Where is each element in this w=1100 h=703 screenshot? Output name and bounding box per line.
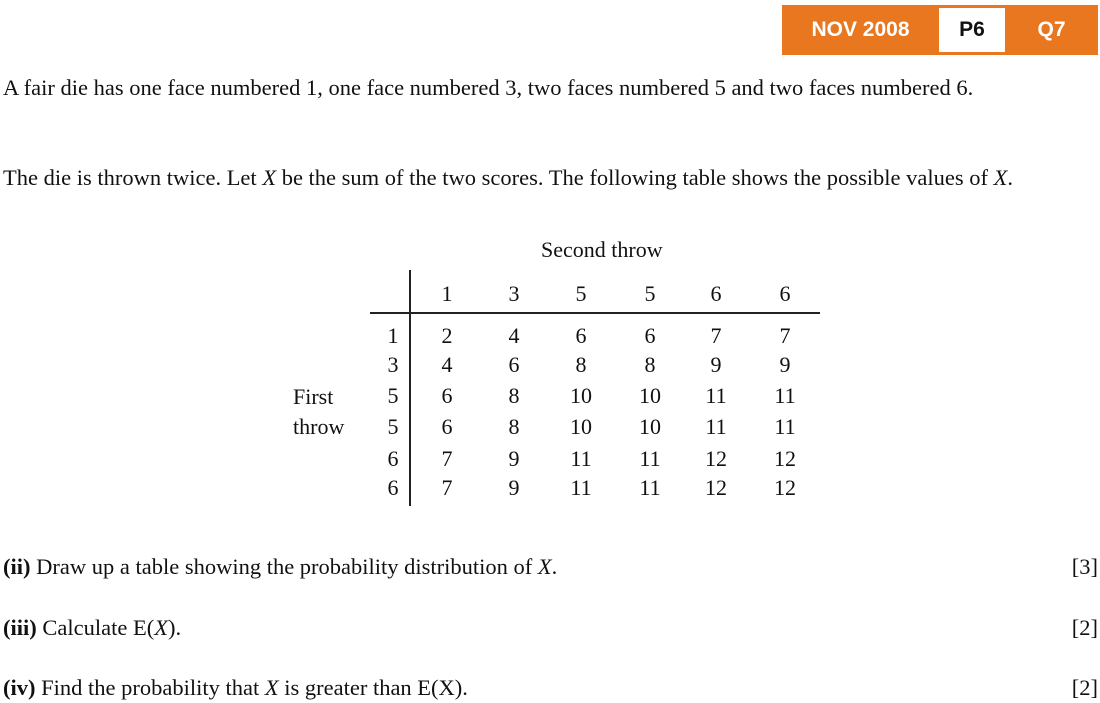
table-cell: 9 — [508, 446, 520, 471]
row-header-cell: 5 — [387, 414, 399, 439]
col-header-cell: 3 — [508, 281, 520, 306]
table-cell: 11 — [639, 475, 661, 500]
question-iii-marks: [2] — [1071, 615, 1098, 640]
col-header-cell: 1 — [441, 281, 453, 306]
col-header-cell: 5 — [644, 281, 656, 306]
col-header-cell: 6 — [779, 281, 791, 306]
table-cell: 11 — [774, 414, 796, 439]
question-iv — [3, 673, 1098, 703]
row-header-cell: 5 — [387, 383, 399, 408]
table-cell: 7 — [441, 446, 453, 471]
intro-text-2c: . — [1007, 165, 1014, 190]
question-ii-marks: [3] — [1071, 554, 1098, 579]
table-cell: 9 — [508, 475, 520, 500]
table-cell: 4 — [441, 352, 453, 377]
table-cell: 7 — [710, 323, 722, 348]
table-cell: 11 — [639, 446, 661, 471]
question-iii-body-a: Calculate E( — [36, 615, 155, 640]
table-cell: 11 — [774, 383, 796, 408]
column-title: Second throw — [541, 237, 663, 262]
table-cell: 8 — [508, 414, 520, 439]
table-cell: 8 — [575, 352, 587, 377]
col-header-cell: 5 — [575, 281, 587, 306]
table-cell: 6 — [575, 323, 587, 348]
table-cell: 12 — [705, 475, 727, 500]
table-cell: 11 — [570, 475, 592, 500]
col-header-cell: 6 — [710, 281, 722, 306]
variable-x: X — [993, 165, 1008, 190]
question-ii-text — [3, 552, 557, 582]
question-ii-body-b: . — [551, 554, 558, 579]
question-iv-number: (iv) — [3, 675, 36, 700]
question-iv-body-a: Find the probability that — [35, 675, 265, 700]
question-iv-marks: [2] — [1071, 675, 1098, 700]
table-cell: 10 — [639, 383, 661, 408]
variable-x: X — [262, 165, 277, 190]
header-divider — [370, 312, 820, 314]
table-cell: 2 — [441, 323, 453, 348]
table-cell: 9 — [710, 352, 722, 377]
question-iv-text — [3, 673, 468, 703]
question-iv-body-b: is greater than E(X). — [278, 675, 468, 700]
table-cell: 10 — [639, 414, 661, 439]
row-header-cell: 6 — [387, 446, 399, 471]
variable-x: X — [154, 615, 168, 640]
question-iii — [3, 613, 1098, 643]
table-cell: 8 — [508, 383, 520, 408]
table-cell: 7 — [441, 475, 453, 500]
table-cell: 6 — [644, 323, 656, 348]
table-cell: 10 — [570, 383, 592, 408]
row-title-throw: throw — [293, 414, 345, 439]
row-header-cell: 1 — [387, 323, 399, 348]
intro-text-1: A fair die has one face numbered 1, one face numbered 3, two faces numbered 5 and two faces numbered 6. — [3, 75, 974, 100]
question-iii-body-b: ). — [167, 615, 182, 640]
question-iii-text — [3, 613, 181, 643]
table-cell: 12 — [705, 446, 727, 471]
session-label: NOV 2008 — [782, 5, 939, 55]
table-cell: 6 — [441, 414, 453, 439]
table-cell: 4 — [508, 323, 520, 348]
question-ii-body-a: Draw up a table showing the probability distribution of — [30, 554, 538, 579]
variable-x: X — [264, 675, 279, 700]
table-cell: 8 — [644, 352, 656, 377]
question-label: Q7 — [1005, 5, 1098, 55]
variable-x: X — [537, 554, 552, 579]
table-cell: 6 — [441, 383, 453, 408]
row-header-cell: 3 — [387, 352, 399, 377]
question-iii-number: (iii) — [3, 615, 37, 640]
question-ii-number: (ii) — [3, 554, 31, 579]
intro-text-2a: The die is thrown twice. Let — [3, 165, 263, 190]
table-cell: 6 — [508, 352, 520, 377]
table-cell: 7 — [779, 323, 791, 348]
intro-text-2b: be the sum of the two scores. The following table shows the possible values of — [276, 165, 994, 190]
table-cell: 10 — [570, 414, 592, 439]
table-cell: 12 — [774, 446, 796, 471]
table-cell: 9 — [779, 352, 791, 377]
paper-label: P6 — [939, 5, 1005, 55]
row-header-cell: 6 — [387, 475, 399, 500]
table-cell: 11 — [705, 414, 727, 439]
table-cell: 11 — [705, 383, 727, 408]
question-ii — [3, 552, 1098, 582]
table-cell: 12 — [774, 475, 796, 500]
table-cell: 11 — [570, 446, 592, 471]
row-title-first: First — [293, 384, 334, 409]
